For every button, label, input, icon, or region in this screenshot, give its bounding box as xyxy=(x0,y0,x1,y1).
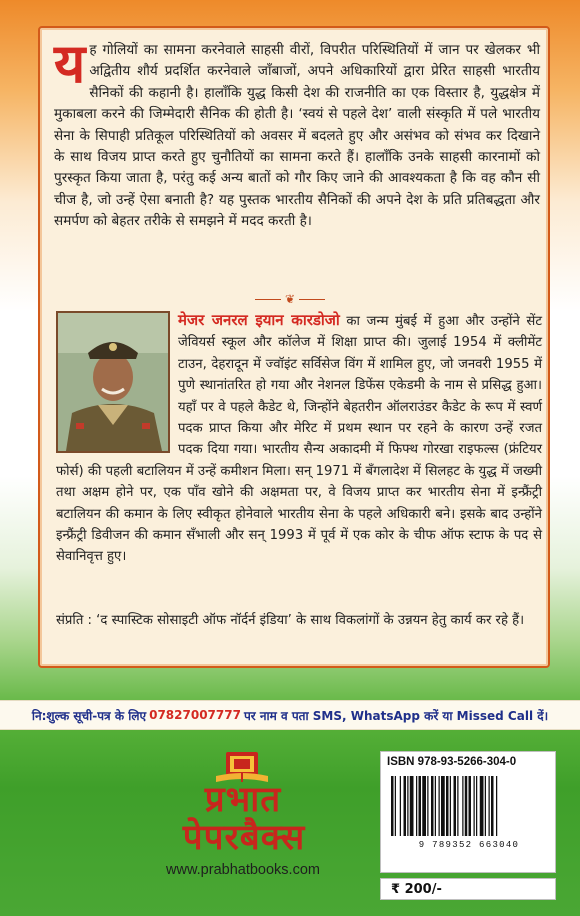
author-bio xyxy=(56,310,542,568)
publisher-name-line2: पेपरबैक्स xyxy=(182,818,306,858)
author-name: मेजर जनरल इयान कारडोजो xyxy=(178,311,340,329)
isbn-digits: 9 789352 663040 xyxy=(418,840,520,850)
catalog-strip-before: नि:शुल्क सूची-पत्र के लिए xyxy=(31,708,147,723)
drop-cap: य xyxy=(54,31,86,95)
price-tag: ₹ 200/- xyxy=(380,878,556,900)
ornament-icon: ❦ xyxy=(284,292,296,306)
isbn-label: ISBN 978-93-5266-304-0 xyxy=(387,756,517,768)
intro-paragraph xyxy=(54,31,540,233)
intro-text: ह गोलियों का सामना करनेवाले साहसी वीरों, विपरीत परिस्थितियों में जान पर खेलकर भी अद्वितीय शौर्य प्रदर्शित करनेवाले जाँबाजों, अपने अधिकारियों द्वारा प्रेरित साहसी भारतीय सैनिकों की कहानी है। हालाँकि युद्ध किसी देश की राजनीति का एक विस्तार है, युद्धक्षेत्र में मुकाबला करने की जिम्मेदारी सैनिक की होती है। ‘स्वयं से पहले देश’ वाली संस्कृति में पले भारतीय सेना के सिपाही प्रतिकूल परिस्थितियों को अवसर में बदलते हुए और असंभव को संभव कर दिखाने के साथ विजय प्राप्त करते हुए चुनौतियों का सामना करते हैं। हालाँकि उनके साहसी कारनामों को पुरस्कृत किया जाता है, परंतु कई अन्य बातों को गौर किए जाने की आवश्यकता है कि वह कौन सी चीज है, जो उन्हें ऐसा बनाती है? यह पुस्तक भारतीय सैनिकों की अपने देश के प्रति प्रतिबद्धता और समर्पण को बेहतर तरीके से समझने में मदद करती है। xyxy=(54,42,540,230)
catalog-strip xyxy=(0,700,580,730)
catalog-strip-after: पर नाम व पता SMS, WhatsApp करें या Missed Call दें। xyxy=(243,708,549,723)
author-current-role: संप्रति : ‘द स्पास्टिक सोसाइटी ऑफ नॉर्दर्न इंडिया’ के साथ विकलांगों के उन्नयन हेतु कार्य कर रहे हैं। xyxy=(56,613,525,628)
publisher-website: www.prabhatbooks.com xyxy=(166,862,320,878)
catalog-phone: 07827007777 xyxy=(149,708,241,722)
isbn-barcode-box xyxy=(380,751,556,873)
barcode-icon xyxy=(387,774,551,838)
ornamental-divider xyxy=(250,292,330,306)
author-bio-text: का जन्म मुंबई में हुआ और उन्होंने सेंट जेवियर्स स्कूल और कॉलेज में शिक्षा प्राप्त की। जुलाई 1954 में क्लीमेंट टाउन, देहरादून में ज्वॉइंट सर्विसेज विंग में शामिल हुए, जो जनवरी 1955 में पुणे स्थानांतरित हो गया और नेशनल डिफेंस एकेडमी के नाम से प्रसिद्ध हुआ। यहाँ पर वे पहले कैडेट थे, जिन्होंने बेहतरीन ऑलराउंडर कैडेट के रूप में स्वर्ण पदक प्राप्त किया और मेरिट में प्रथम स्थान पर रहने के कारण उन्हें रजत पदक दिया गया। भारतीय सैन्य अकादमी में फिफ्थ गोरखा राइफल्स (फ्रंटियर फोर्स) की पहली बटालियन में उन्हें कमीशन मिला। सन् 1971 में बँगलादेश में सिलहट के युद्ध में जख्मी तथा अक्षम होने पर, एक पाँव खोने की अक्षमता पर, वे विजय प्राप्त कर भारतीय सेना में इन्फ्रैंट्री बटालियन की कमान के लिए स्वीकृत होनेवाले भारतीय सेना के पहले अधिकारी बने। इसके बाद उन्होंने इन्फ्रैंट्री डिवीजन की कमान सँभाली और सन् 1993 में पूर्व में एक कोर के चीफ ऑफ स्टाफ के पद से सेवानिवृत्त हुए। xyxy=(56,314,542,565)
publisher-name-line1: प्रभात xyxy=(204,780,282,820)
